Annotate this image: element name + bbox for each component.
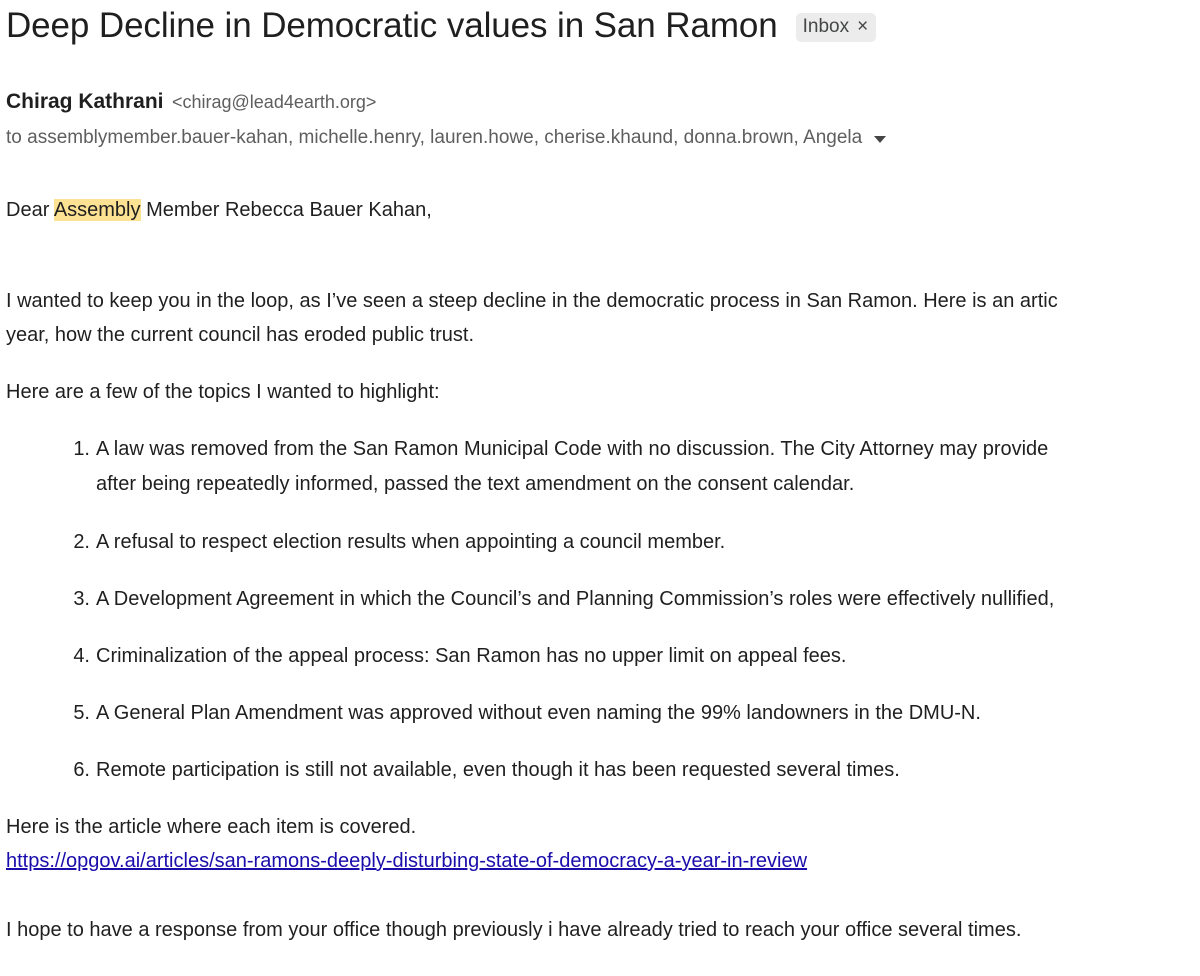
email-header <box>6 4 876 48</box>
list-item <box>0 639 846 674</box>
intro-paragraph-line-2: year, how the current council has eroded public trust. <box>6 324 475 346</box>
label-chip-text: Inbox <box>802 16 850 37</box>
article-intro: Here is the article where each item is covered. <box>6 816 417 838</box>
closing-paragraph: I hope to have a response from your office though previously i have already tried to reach your office several times. <box>6 919 1022 941</box>
list-item <box>0 432 1048 502</box>
list-item-text: A General Plan Amendment was approved without even naming the 99% landowners in the DMU-N. <box>96 702 981 724</box>
article-link[interactable]: https://opgov.ai/articles/san-ramons-deeply-disturbing-state-of-democracy-a-year-in-review <box>6 850 808 872</box>
list-item-text: Remote participation is still not available, even though it has been requested several times. <box>96 759 900 781</box>
list-item <box>0 525 725 560</box>
greeting-post: Member Rebecca Bauer Kahan, <box>140 199 432 221</box>
sender-info <box>6 88 376 118</box>
sender-email: <chirag@lead4earth.org> <box>171 92 377 112</box>
list-item-number: 3. <box>73 588 90 610</box>
list-item <box>0 582 1054 617</box>
recipients-line <box>6 124 886 152</box>
article-link-line <box>6 844 807 878</box>
close-icon[interactable]: × <box>857 16 869 37</box>
topics-intro: Here are a few of the topics I wanted to highlight: <box>6 381 440 403</box>
list-item-text: A Development Agreement in which the Council’s and Planning Commission’s roles were effectively nullified, <box>96 588 1055 610</box>
recipients-text: to assemblymember.bauer-kahan, michelle.henry, lauren.howe, cherise.khaund, donna.brown, Angela <box>6 127 863 148</box>
list-item <box>0 696 981 731</box>
chevron-down-icon[interactable] <box>874 136 886 143</box>
list-item-text: Criminalization of the appeal process: San Ramon has no upper limit on appeal fees. <box>96 645 847 667</box>
greeting-pre: Dear <box>6 199 54 221</box>
list-item <box>0 753 900 788</box>
search-highlight: Assembly <box>53 199 141 221</box>
sender-name[interactable]: Chirag Kathrani <box>6 90 164 113</box>
list-item-text-continued: after being repeatedly informed, passed the text amendment on the consent calendar. <box>96 473 855 495</box>
inbox-label-chip[interactable] <box>796 13 877 42</box>
list-item-number: 5. <box>73 702 90 724</box>
list-item-text: A refusal to respect election results when appointing a council member. <box>96 531 726 553</box>
email-subject: Deep Decline in Democratic values in San Ramon <box>6 6 778 45</box>
list-item-number: 1. <box>73 438 90 460</box>
list-item-number: 2. <box>73 531 90 553</box>
intro-paragraph-line-1: I wanted to keep you in the loop, as I’ve seen a steep decline in the democratic process in San Ramon. Here is an artic <box>6 290 1058 312</box>
list-item-number: 6. <box>73 759 90 781</box>
greeting <box>6 193 432 227</box>
list-item-number: 4. <box>73 645 90 667</box>
list-item-text: A law was removed from the San Ramon Municipal Code with no discussion. The City Attorney may provide <box>96 438 1049 460</box>
